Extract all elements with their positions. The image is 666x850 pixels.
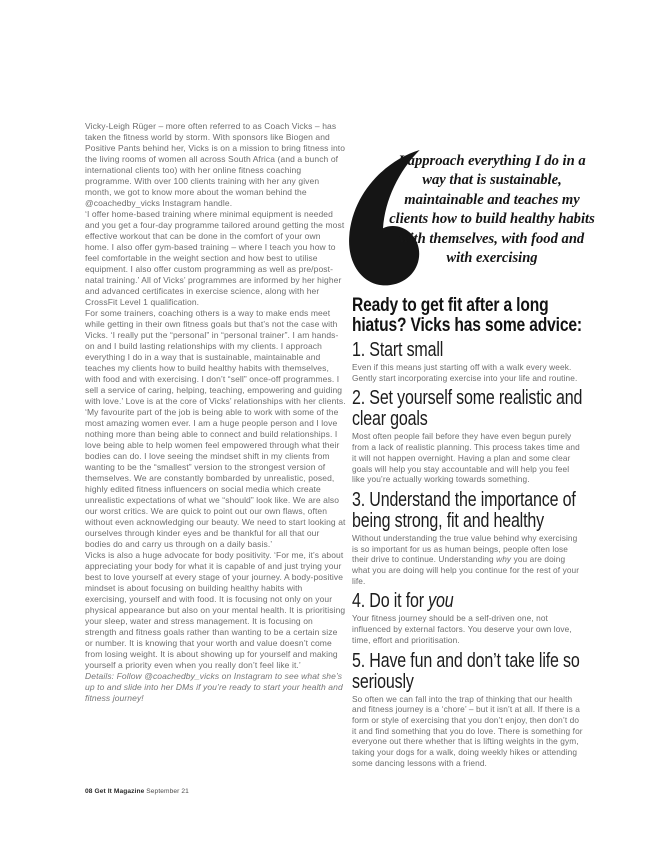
advice-item-body: So often we can fall into the trap of thinking that our health and fitness journey is a ‘chore’ – but it isn’t at all. If there is a form or style of exercising that you don’t enjoy, then don’t do it and find something that you do love. There is something for everyone out there whether that is lifting weights in the gym, taking your dogs for a walk, doing weekly hikes or attending some dancing lessons with a friend.: [352, 693, 583, 768]
article-paragraph: For some trainers, coaching others is a way to make ends meet while getting in their own fitness goals but that’s not the case with Vicks. ‘I really put the “personal” in “personal trainer”. I am hands-on and I build lasting relationships with my clients. I approach everything I do in a way that is sustainable, maintainable and teaches my clients how to build healthy habits with themselves, with food and with exercising. I don’t “sell” once-off programmes. I sell a service of caring, helping, teaching, empowering and guiding with love.’ Love is at the core of Vicks’ relationships with her clients. ‘My favourite part of the job is being able to work with some of the most amazing women ever. I am a huge people person and I love nothing more than being able to connect and build relationships. I love being able to help women feel empowered through what their bodies can do. I love seeing the mindset shift in my clients from wanting to be the “smallest” version to the strongest version of themselves. We are constantly bombarded by unrealistic, posed, highly edited fitness influencers on social media which create unrealistic expectations of what we “should” look like. We are also our worst critics. We are quick to point out our own flaws, often without even acknowledging our beauty. We need to start looking at ourselves through kinder eyes and be thankful for all that our bodies do and carry us through on a daily basis.’: [85, 308, 346, 549]
issue-date: September 21: [146, 788, 189, 795]
article-paragraph: ‘I offer home-based training where minimal equipment is needed and you get a four-day programme tailored around getting the most effective workout that can be done in the comfort of your own home. I also offer gym-based training – where I teach you how to feel comfortable in the weight section and how best to utilise equipment. I also offer custom programming as well as pre/post-natal training.’ All of Vicks’ programmes are informed by her higher and advanced certificates in exercise science, along with her CrossFit Level 1 qualification.: [85, 209, 345, 307]
advice-item-title-emphasis: you: [428, 590, 454, 613]
advice-item-body: Even if this means just starting off with a walk every week. Gently start incorporating exercise into your life and routine.: [352, 362, 578, 383]
advice-column: [352, 296, 662, 768]
article-paragraph: Vicky-Leigh Rüger – more often referred to as Coach Vicks – has taken the fitness world by storm. With sponsors like Biogen and Positive Pants behind her, Vicks is on a mission to bring fitness into the living rooms of women all across South Africa (and a bunch of international clients too) with her online fitness coaching programme. With over 100 clients training with her any given month, we got to know more about the woman behind the @coachedby_vicks Instagram handle.: [85, 121, 346, 208]
article-body-column: [85, 121, 346, 704]
pull-quote: [344, 146, 596, 291]
advice-item-title: 2. Set yourself some realistic and clear goals: [352, 387, 583, 431]
advice-item-body: [352, 533, 584, 587]
page-footer: [85, 788, 189, 795]
advice-item-body: Most often people fail before they have even begun purely from a lack of realistic planning. This process takes time and it will not happen overnight. Having a plan and some clear goals will help you stay accountable and will help you feel like you’re actually working towards something.: [352, 431, 580, 485]
advice-item-title: 3. Understand the importance of being strong, fit and healthy: [352, 488, 576, 532]
advice-item-body-emphasis: why: [496, 554, 512, 565]
advice-item-body-text: you are doing what you are doing will help you continue for the rest of your life.: [352, 554, 580, 586]
advice-item-title: 1. Start small: [352, 339, 444, 361]
advice-item-title-text: 4. Do it for: [352, 590, 429, 613]
article-paragraph: Vicks is also a huge advocate for body positivity. ‘For me, it’s about appreciating your body for what it is capable of and just trying your best to love yourself at every stage of your journey. A body-positive mindset is about focusing on building healthy habits with exercising, yourself and with food. It is focusing not only on your physical appearance but also on your mental health. It is prioritising your sleep, water and stress management. It is focusing on strength and fitness goals rather than wanting to be a certain size or number. It is knowing that your worth and value doesn’t come from losing weight. It is about showing up for yourself and making yourself a priority even when you really don’t feel like it.’: [85, 550, 346, 670]
advice-item-body: Your fitness journey should be a self-driven one, not influenced by external factors. You deserve your own love, time, effort and prioritisation.: [352, 613, 572, 645]
article-details-paragraph: Details: Follow @coachedby_vicks on Instagram to see what she’s up to and slide into her DMs if you’re ready to start your health and fitness journey!: [85, 671, 343, 703]
pull-quote-text: I approach everything I do in a way that is sustainable, maintainable and teaches my clients how to build healthy habits with themselves, with food and with exercising: [389, 153, 595, 267]
magazine-name: Get It Magazine: [94, 788, 145, 795]
advice-item-title: [352, 591, 596, 612]
advice-item-title: 5. Have fun and don’t take life so seriously: [352, 649, 580, 693]
advice-heading: Ready to get fit after a long hiatus? Vicks has some advice:: [352, 294, 582, 336]
advice-item-body-text: Without understanding the true value behind why exercising is so important for us as human beings, people often lose their drive to continue. Understanding: [352, 532, 578, 565]
page-number: 08: [85, 788, 93, 795]
